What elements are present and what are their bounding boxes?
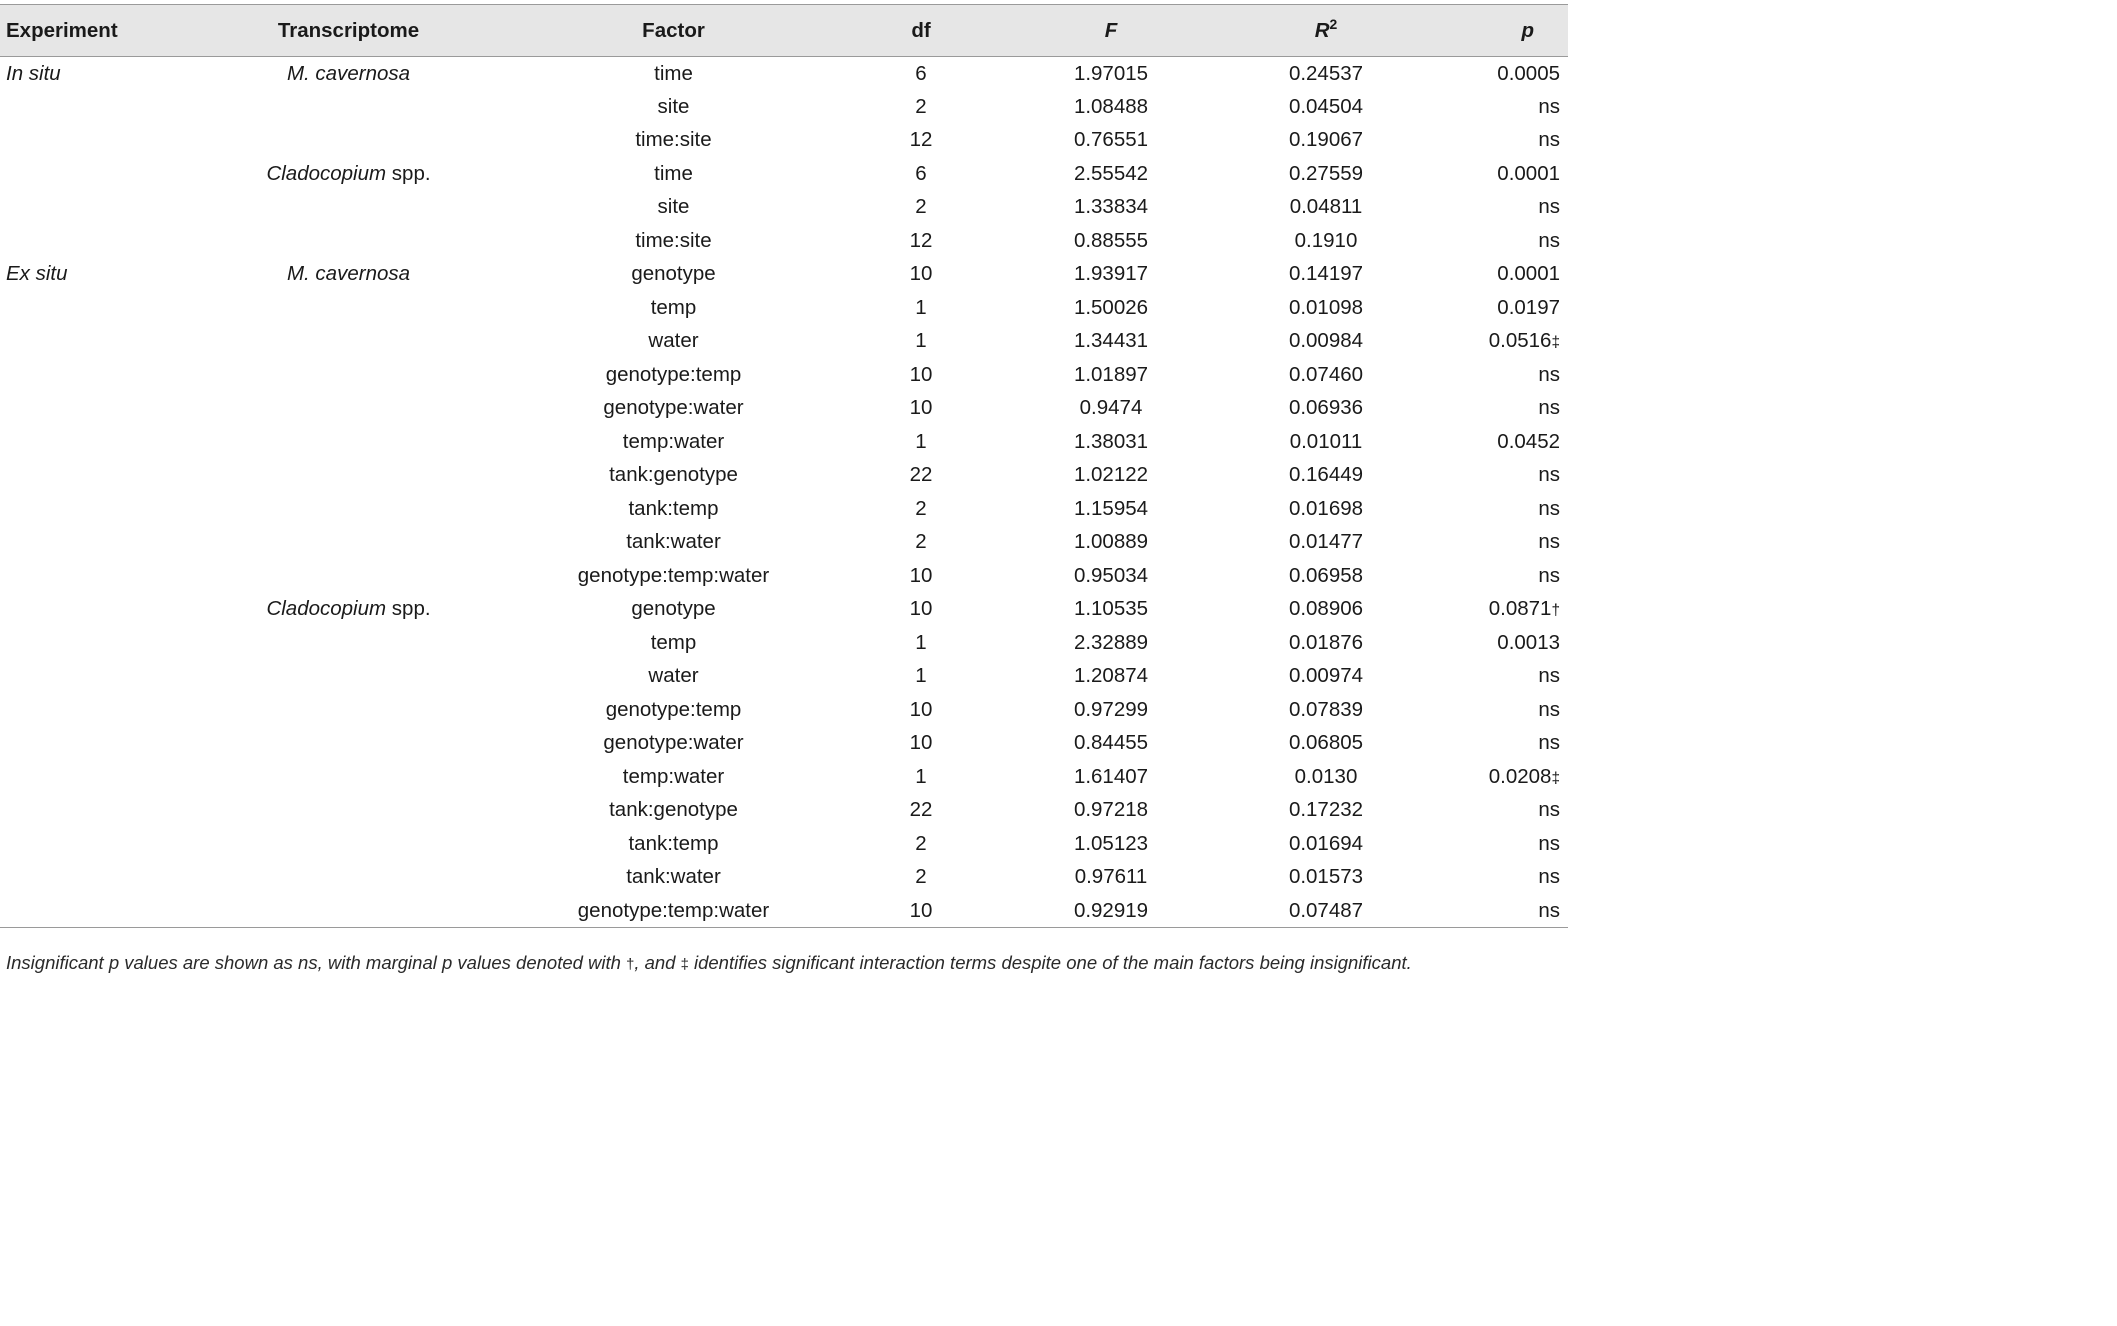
- header-r2: [1246, 5, 1406, 57]
- transcriptome-genus: M. cavernosa: [286, 262, 411, 286]
- cell-transcriptome: [216, 358, 481, 392]
- header-factor: Factor: [481, 5, 866, 57]
- cell-factor: genotype:water: [603, 731, 744, 755]
- cell-factor: time:site: [635, 228, 712, 252]
- cell-df: 10: [909, 731, 933, 755]
- footnote-part3: identifies significant interaction terms despite one of the main factors being insignificant.: [688, 952, 1412, 973]
- cell-factor: site: [657, 94, 690, 118]
- p-value: 0.0208: [1488, 764, 1552, 788]
- table-row: [0, 660, 1568, 694]
- cell-r2: 0.24537: [1288, 61, 1364, 85]
- cell-transcriptome: [216, 693, 481, 727]
- cell-p: [1406, 224, 1568, 258]
- cell-experiment: [0, 124, 216, 158]
- cell-factor: tank:genotype: [609, 798, 738, 822]
- cell-p: [1406, 894, 1568, 928]
- cell-r2: 0.17232: [1288, 798, 1364, 822]
- cell-f: 1.33834: [1073, 195, 1149, 219]
- header-r2-base: R: [1314, 18, 1330, 42]
- cell-f: 0.97611: [1074, 865, 1148, 889]
- table-row: [0, 358, 1568, 392]
- cell-df: 2: [915, 865, 927, 889]
- cell-factor: temp: [650, 295, 697, 319]
- cell-df: 10: [909, 396, 933, 420]
- footnote-double-dagger: ‡: [680, 957, 689, 973]
- cell-experiment: [0, 794, 216, 828]
- cell-r2: 0.01477: [1288, 530, 1364, 554]
- cell-p: [1406, 526, 1568, 560]
- table-row: [0, 392, 1568, 426]
- cell-r2: 0.06958: [1288, 563, 1364, 587]
- cell-r2: 0.06805: [1288, 731, 1364, 755]
- header-p: p: [1406, 5, 1568, 57]
- p-value: ns: [1538, 463, 1560, 487]
- cell-transcriptome: [216, 191, 481, 225]
- cell-r2: 0.01698: [1288, 496, 1364, 520]
- cell-p: [1406, 425, 1568, 459]
- cell-f: 1.97015: [1073, 61, 1149, 85]
- cell-f: 1.20874: [1073, 664, 1149, 688]
- table-row: [0, 894, 1568, 928]
- cell-factor: time:site: [635, 128, 712, 152]
- table-row: [0, 827, 1568, 861]
- cell-f: 2.55542: [1073, 161, 1149, 185]
- cell-p: [1406, 392, 1568, 426]
- cell-f: 0.97218: [1073, 798, 1149, 822]
- table-row: [0, 492, 1568, 526]
- cell-f: 0.9474: [1079, 396, 1143, 420]
- cell-factor: genotype:temp:water: [577, 563, 770, 587]
- cell-transcriptome: [216, 291, 481, 325]
- cell-f: 0.76551: [1073, 128, 1149, 152]
- p-value: ns: [1538, 831, 1560, 855]
- p-marker: †: [1551, 602, 1560, 620]
- cell-p: [1406, 760, 1568, 794]
- header-r2-sup: 2: [1329, 15, 1338, 32]
- cell-transcriptome: [216, 626, 481, 660]
- cell-df: 10: [909, 563, 933, 587]
- transcriptome-genus: Cladocopium: [266, 161, 387, 185]
- cell-r2: 0.0130: [1294, 764, 1358, 788]
- cell-transcriptome: [216, 57, 481, 91]
- cell-r2: 0.06936: [1288, 396, 1364, 420]
- cell-experiment: [0, 459, 216, 493]
- table-row: [0, 727, 1568, 761]
- cell-transcriptome: [216, 459, 481, 493]
- cell-factor: genotype:temp: [605, 362, 742, 386]
- cell-experiment: [0, 827, 216, 861]
- p-value: ns: [1538, 195, 1560, 219]
- cell-f: 0.84455: [1073, 731, 1149, 755]
- cell-r2: 0.00984: [1288, 329, 1364, 353]
- cell-p: [1406, 593, 1568, 627]
- cell-experiment: [0, 593, 216, 627]
- cell-transcriptome: [216, 90, 481, 124]
- cell-factor: tank:water: [626, 865, 721, 889]
- cell-transcriptome: [216, 325, 481, 359]
- cell-r2: 0.08906: [1288, 597, 1364, 621]
- table-row: [0, 425, 1568, 459]
- header-df: df: [866, 5, 976, 57]
- p-value: ns: [1538, 731, 1560, 755]
- cell-experiment: [0, 90, 216, 124]
- cell-df: 12: [909, 228, 933, 252]
- cell-factor: tank:temp: [628, 831, 719, 855]
- p-value: ns: [1538, 664, 1560, 688]
- table-row: [0, 258, 1568, 292]
- cell-df: 6: [915, 161, 927, 185]
- cell-p: [1406, 90, 1568, 124]
- p-value: 0.0001: [1497, 161, 1560, 185]
- cell-transcriptome: [216, 526, 481, 560]
- cell-experiment: [0, 559, 216, 593]
- p-value: ns: [1538, 496, 1560, 520]
- cell-experiment: [0, 626, 216, 660]
- table-row: [0, 124, 1568, 158]
- cell-transcriptome: [216, 727, 481, 761]
- p-value: 0.0197: [1497, 295, 1560, 319]
- cell-experiment: [0, 191, 216, 225]
- cell-df: 1: [915, 429, 927, 453]
- cell-experiment: [0, 492, 216, 526]
- permanova-table: [0, 4, 1568, 928]
- cell-f: 1.50026: [1073, 295, 1149, 319]
- table-row: [0, 593, 1568, 627]
- cell-df: 1: [915, 664, 927, 688]
- cell-experiment: [0, 392, 216, 426]
- p-value: 0.0871: [1488, 597, 1552, 621]
- p-value: ns: [1538, 396, 1560, 420]
- cell-transcriptome: [216, 157, 481, 191]
- table-row: [0, 559, 1568, 593]
- cell-df: 1: [915, 630, 927, 654]
- p-marker: ‡: [1551, 334, 1560, 352]
- cell-df: 1: [915, 764, 927, 788]
- cell-transcriptome: [216, 124, 481, 158]
- transcriptome-suffix: spp.: [386, 161, 431, 185]
- cell-r2: 0.04504: [1288, 94, 1364, 118]
- cell-experiment: Ex situ: [6, 262, 68, 286]
- cell-df: 2: [915, 496, 927, 520]
- cell-r2: 0.19067: [1288, 128, 1364, 152]
- p-value: ns: [1538, 563, 1560, 587]
- cell-factor: time: [654, 61, 693, 85]
- cell-df: 1: [915, 329, 927, 353]
- cell-p: [1406, 459, 1568, 493]
- p-value: 0.0013: [1497, 630, 1560, 654]
- cell-df: 6: [915, 61, 927, 85]
- p-value: ns: [1538, 798, 1560, 822]
- cell-p: [1406, 57, 1568, 91]
- p-value: ns: [1538, 228, 1560, 252]
- cell-experiment: [0, 291, 216, 325]
- cell-p: [1406, 727, 1568, 761]
- cell-f: 0.88555: [1073, 228, 1149, 252]
- cell-transcriptome: [216, 861, 481, 895]
- table-footnote: [6, 952, 1412, 974]
- transcriptome-genus: Cladocopium: [266, 597, 387, 621]
- cell-experiment: [0, 693, 216, 727]
- cell-r2: 0.01573: [1288, 865, 1364, 889]
- header-f: F: [976, 5, 1246, 57]
- cell-experiment: [0, 526, 216, 560]
- cell-df: 10: [909, 697, 933, 721]
- table-header: [0, 5, 1568, 57]
- table-row: [0, 224, 1568, 258]
- cell-transcriptome: [216, 660, 481, 694]
- cell-f: 0.97299: [1073, 697, 1149, 721]
- cell-f: 1.05123: [1073, 831, 1149, 855]
- p-value: 0.0001: [1497, 262, 1560, 286]
- cell-p: [1406, 559, 1568, 593]
- p-value: ns: [1538, 94, 1560, 118]
- p-value: ns: [1538, 865, 1560, 889]
- cell-factor: temp:water: [622, 429, 725, 453]
- cell-factor: tank:temp: [628, 496, 719, 520]
- cell-factor: genotype: [631, 262, 716, 286]
- cell-transcriptome: [216, 258, 481, 292]
- cell-factor: water: [648, 664, 699, 688]
- cell-transcriptome: [216, 794, 481, 828]
- cell-p: [1406, 358, 1568, 392]
- cell-p: [1406, 492, 1568, 526]
- footnote-dagger: †: [626, 957, 635, 973]
- table-row: [0, 626, 1568, 660]
- cell-transcriptome: [216, 894, 481, 928]
- cell-experiment: [0, 760, 216, 794]
- cell-experiment: [0, 861, 216, 895]
- cell-p: [1406, 191, 1568, 225]
- cell-df: 1: [915, 295, 927, 319]
- cell-factor: genotype:water: [603, 396, 744, 420]
- cell-experiment: In situ: [6, 61, 61, 85]
- cell-p: [1406, 325, 1568, 359]
- table-row: [0, 291, 1568, 325]
- cell-transcriptome: [216, 593, 481, 627]
- p-value: ns: [1538, 530, 1560, 554]
- cell-f: 0.95034: [1073, 563, 1149, 587]
- cell-p: [1406, 291, 1568, 325]
- cell-factor: genotype: [631, 597, 716, 621]
- cell-f: 1.61407: [1073, 764, 1149, 788]
- cell-f: 2.32889: [1073, 630, 1149, 654]
- header-row: [0, 5, 1568, 57]
- cell-r2: 0.04811: [1289, 195, 1363, 219]
- cell-r2: 0.14197: [1288, 262, 1364, 286]
- cell-df: 10: [909, 262, 933, 286]
- p-value: 0.0452: [1497, 429, 1560, 453]
- table-row: [0, 693, 1568, 727]
- cell-r2: 0.01694: [1288, 831, 1364, 855]
- cell-factor: tank:water: [626, 530, 721, 554]
- cell-p: [1406, 626, 1568, 660]
- cell-f: 1.93917: [1073, 262, 1149, 286]
- p-value: 0.0516: [1488, 329, 1552, 353]
- cell-p: [1406, 794, 1568, 828]
- cell-f: 1.38031: [1073, 429, 1149, 453]
- cell-factor: site: [657, 195, 690, 219]
- p-value: ns: [1538, 898, 1560, 922]
- cell-experiment: [0, 894, 216, 928]
- cell-transcriptome: [216, 827, 481, 861]
- cell-transcriptome: [216, 224, 481, 258]
- cell-transcriptome: [216, 492, 481, 526]
- table-row: [0, 191, 1568, 225]
- cell-factor: genotype:temp: [605, 697, 742, 721]
- cell-transcriptome: [216, 559, 481, 593]
- table-row: [0, 157, 1568, 191]
- cell-p: [1406, 157, 1568, 191]
- cell-r2: 0.16449: [1288, 463, 1364, 487]
- cell-r2: 0.01011: [1289, 429, 1363, 453]
- header-experiment: Experiment: [0, 5, 216, 57]
- cell-f: 1.00889: [1073, 530, 1149, 554]
- cell-transcriptome: [216, 760, 481, 794]
- cell-r2: 0.00974: [1288, 664, 1364, 688]
- cell-p: [1406, 660, 1568, 694]
- cell-df: 12: [909, 128, 933, 152]
- cell-experiment: [0, 325, 216, 359]
- cell-factor: temp:water: [622, 764, 725, 788]
- cell-df: 10: [909, 597, 933, 621]
- cell-df: 2: [915, 94, 927, 118]
- p-marker: ‡: [1551, 769, 1560, 787]
- cell-f: 1.08488: [1073, 94, 1149, 118]
- p-value: ns: [1538, 362, 1560, 386]
- cell-factor: genotype:temp:water: [481, 894, 866, 928]
- header-transcriptome: Transcriptome: [216, 5, 481, 57]
- cell-df: 22: [909, 463, 933, 487]
- cell-experiment: [0, 224, 216, 258]
- cell-f: 1.10535: [1073, 597, 1149, 621]
- cell-r2: 0.01876: [1288, 630, 1364, 654]
- cell-p: [1406, 861, 1568, 895]
- cell-r2: 0.07487: [1246, 894, 1406, 928]
- footnote-part2: , and: [634, 952, 681, 973]
- cell-r2: 0.07460: [1288, 362, 1364, 386]
- cell-factor: tank:genotype: [609, 463, 738, 487]
- cell-f: 0.92919: [976, 894, 1246, 928]
- cell-df: 10: [909, 362, 933, 386]
- cell-f: 1.02122: [1073, 463, 1149, 487]
- cell-df: 22: [909, 798, 933, 822]
- cell-f: 1.01897: [1073, 362, 1149, 386]
- cell-transcriptome: [216, 392, 481, 426]
- transcriptome-suffix: spp.: [386, 597, 431, 621]
- table-row: [0, 760, 1568, 794]
- cell-df: 2: [915, 530, 927, 554]
- cell-f: 1.34431: [1073, 329, 1149, 353]
- cell-factor: time: [654, 161, 693, 185]
- p-value: ns: [1538, 697, 1560, 721]
- table-row: [0, 794, 1568, 828]
- table-row: [0, 325, 1568, 359]
- cell-experiment: [0, 425, 216, 459]
- cell-p: [1406, 124, 1568, 158]
- transcriptome-genus: M. cavernosa: [286, 61, 411, 85]
- table-body: [0, 57, 1568, 928]
- cell-df: 2: [915, 195, 927, 219]
- table-row: [0, 861, 1568, 895]
- table-row: [0, 459, 1568, 493]
- cell-factor: water: [648, 329, 699, 353]
- cell-p: [1406, 258, 1568, 292]
- cell-transcriptome: [216, 425, 481, 459]
- cell-r2: 0.27559: [1288, 161, 1364, 185]
- table-row: [0, 90, 1568, 124]
- cell-p: [1406, 827, 1568, 861]
- cell-r2: 0.01098: [1288, 295, 1364, 319]
- cell-experiment: [0, 660, 216, 694]
- cell-r2: 0.1910: [1294, 228, 1358, 252]
- cell-p: [1406, 693, 1568, 727]
- cell-f: 1.15954: [1073, 496, 1149, 520]
- cell-df: 2: [915, 831, 927, 855]
- footnote-part1: Insignificant p values are shown as ns, with marginal p values denoted with: [6, 952, 627, 973]
- cell-df: 10: [866, 894, 976, 928]
- p-value: ns: [1538, 128, 1560, 152]
- cell-experiment: [0, 727, 216, 761]
- cell-r2: 0.07839: [1288, 697, 1364, 721]
- table-row: [0, 57, 1568, 91]
- table-row: [0, 526, 1568, 560]
- cell-experiment: [0, 358, 216, 392]
- p-value: 0.0005: [1497, 61, 1560, 85]
- cell-factor: temp: [650, 630, 697, 654]
- cell-experiment: [0, 157, 216, 191]
